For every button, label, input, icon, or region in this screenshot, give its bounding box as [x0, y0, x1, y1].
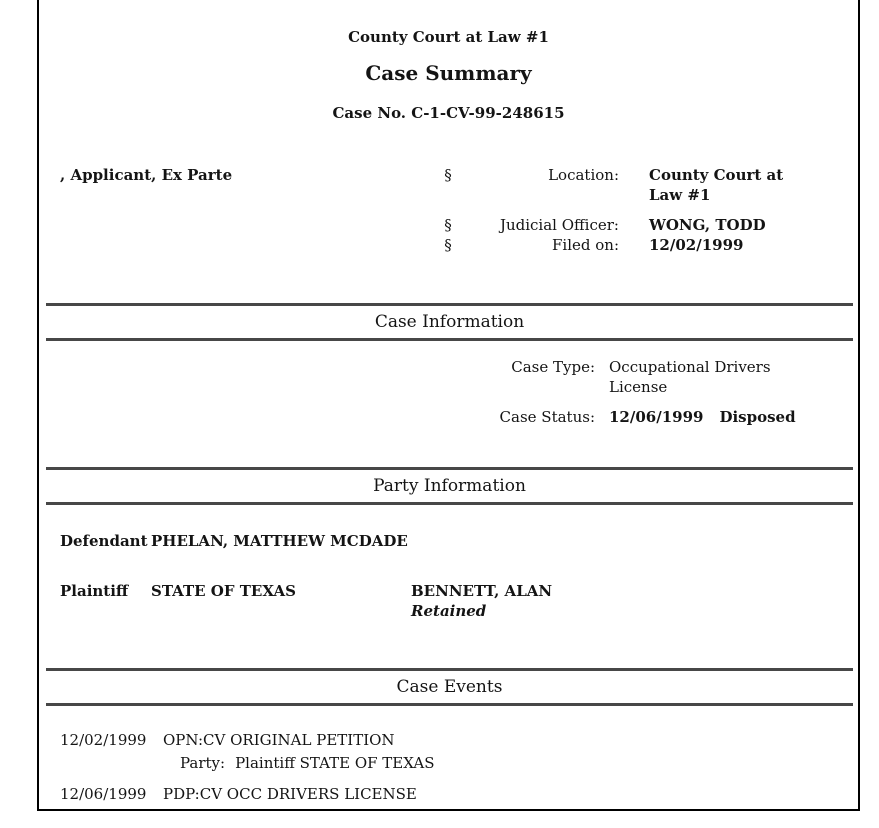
party-name: PHELAN, MATTHEW MCDADE	[151, 532, 408, 550]
case-events-header	[46, 668, 853, 706]
party-row-plaintiff	[39, 581, 858, 621]
case-events-block	[39, 729, 858, 814]
case-summary-page	[37, 0, 860, 811]
party-information-header	[46, 467, 853, 505]
event-date: 12/06/1999	[60, 785, 147, 803]
party-information-heading: Party Information	[373, 476, 526, 496]
event-row	[39, 729, 858, 775]
horizontal-rule	[46, 338, 853, 341]
case-status-date: 12/06/1999	[609, 408, 704, 426]
caption-block	[39, 165, 858, 255]
event-description-cell	[163, 729, 858, 775]
caption-row-judicial-officer	[39, 215, 858, 235]
case-information-heading: Case Information	[374, 312, 525, 332]
case-information-header	[46, 303, 853, 341]
event-description: OPN:CV ORIGINAL PETITION	[163, 731, 395, 749]
party-row-defendant	[39, 531, 858, 551]
party-role: Defendant	[60, 532, 148, 550]
horizontal-rule	[46, 703, 853, 706]
caption-spacer	[39, 235, 429, 255]
section-symbol: §	[444, 236, 452, 254]
judicial-officer-label: Judicial Officer:	[499, 216, 619, 234]
event-description-cell	[163, 783, 858, 806]
event-party-label: Party:	[180, 754, 226, 772]
judicial-officer-value: WONG, TODD	[649, 216, 766, 234]
filed-on-value: 12/02/1999	[649, 236, 744, 254]
case-status-value: Disposed	[719, 408, 796, 426]
party-role: Plaintiff	[60, 582, 129, 600]
attorney-status: Retained	[411, 602, 487, 620]
case-status-row	[39, 407, 858, 427]
case-events-heading: Case Events	[396, 677, 503, 697]
caption-spacer	[39, 215, 429, 235]
event-description: PDP:CV OCC DRIVERS LICENSE	[163, 785, 417, 803]
case-type-label: Case Type:	[511, 358, 595, 376]
section-symbol: §	[444, 216, 452, 234]
section-symbol: §	[444, 166, 452, 184]
party-attorney-cell	[411, 581, 858, 621]
party-attorney-cell	[411, 531, 858, 551]
case-type-row	[39, 357, 858, 397]
case-number: Case No. C-1-CV-99-248615	[332, 104, 565, 122]
party-name: STATE OF TEXAS	[151, 582, 296, 600]
party-caption: , Applicant, Ex Parte	[60, 166, 233, 184]
filed-on-label: Filed on:	[552, 236, 619, 254]
event-party-line	[163, 752, 858, 775]
location-label: Location:	[548, 166, 619, 184]
document-title: Case Summary	[365, 61, 532, 85]
horizontal-rule	[46, 502, 853, 505]
caption-row-location	[39, 165, 858, 205]
attorney-name: BENNETT, ALAN	[411, 582, 553, 600]
party-information-block	[39, 531, 858, 651]
event-row	[39, 783, 858, 806]
location-value: County Court at Law #1	[649, 166, 784, 204]
event-date: 12/02/1999	[60, 731, 147, 749]
event-party-value: Plaintiff STATE OF TEXAS	[235, 754, 435, 772]
case-information-block	[39, 357, 858, 427]
court-name: County Court at Law #1	[348, 28, 549, 46]
case-type-value: Occupational Drivers License	[609, 358, 771, 396]
case-status-label: Case Status:	[499, 408, 595, 426]
caption-row-filed-on	[39, 235, 858, 255]
